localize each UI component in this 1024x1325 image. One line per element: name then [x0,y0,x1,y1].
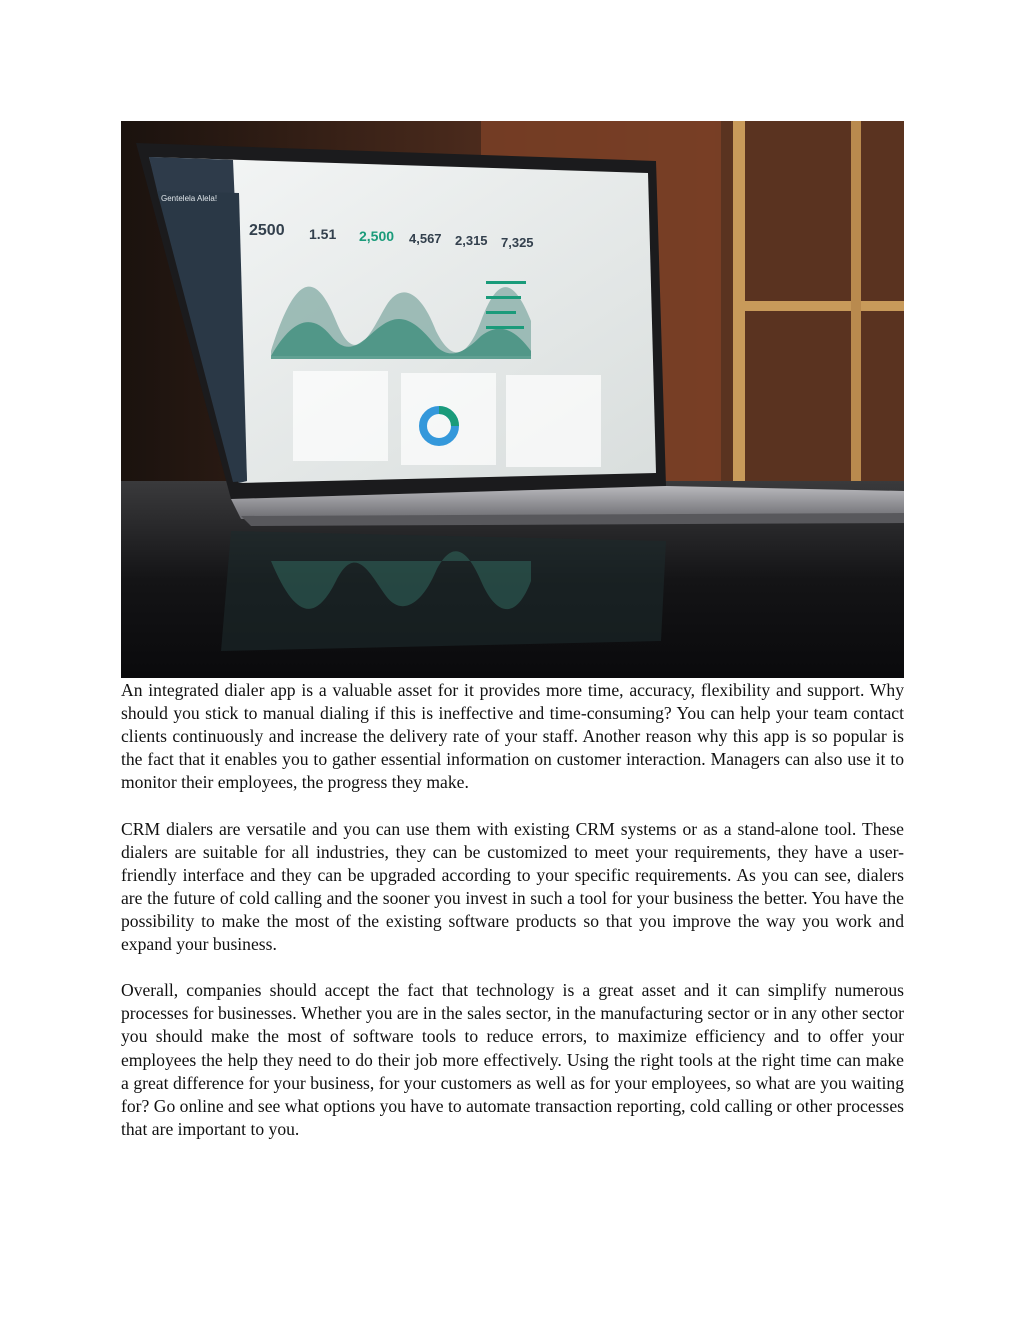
progress-bar-1 [486,281,526,284]
article-body [121,679,904,1141]
dashboard-brand: Gentelela Alela! [161,194,218,203]
shelf-post-right [851,121,861,491]
stat-4: 4,567 [409,231,442,246]
paragraph-crm-dialers: CRM dialers are versatile and you can use them with existing CRM systems or as a stand-alone tool. These dialers are suitable for all industries, they can be customized to meet your requirements, they have a user-friendly interface and they can be upgraded according to your specific requirements. As you can see, dialers are the future of cold calling and the sooner you invest in such a tool for your business the better. You have the possibility to make the most of the existing software products so that you improve the way you work and expand your business. [121,818,904,955]
stat-2: 1.51 [309,226,337,242]
progress-bar-2 [486,296,521,299]
panel-app-versions [293,371,388,461]
shelf-board [733,301,904,311]
photo-illustration [121,121,904,678]
stat-1: 2500 [249,222,285,239]
stat-5: 2,315 [455,233,488,248]
paragraph-intro: An integrated dialer app is a valuable asset for it provides more time, accuracy, flexibility and support. Why should you stick to manual dialing if this is ineffective and time-consuming? You can help your team contact clients continuously and increase the delivery rate of your staff. Another reason why this app is so popular is the fact that it enables you to gather essential information on customer interaction. Managers can also use it to monitor their employees, the progress they make. [121,680,904,793]
panel-quick-settings [506,375,601,467]
stat-3: 2,500 [359,228,395,244]
progress-bar-3 [486,311,516,314]
paragraph-conclusion: Overall, companies should accept the fact that technology is a great asset and it can simplify numerous processes for businesses. Whether you are in the sales sector, in the manufacturing sector or in any other sector you should make the most of software tools to reduce errors, to maximize efficiency and to offer your employees the help they need to do their job more effectively. Using the right tools at the right time can make a great difference for your business, for your customers as well as for your employees, so what are you waiting for? Go online and see what options you have to automate transaction reporting, cold calling or other processes that are important to you. [121,980,904,1139]
progress-bar-4 [486,326,524,329]
panel-device-usage [401,373,496,465]
stat-6: 7,325 [501,235,534,250]
laptop-dashboard-photo [121,121,904,678]
